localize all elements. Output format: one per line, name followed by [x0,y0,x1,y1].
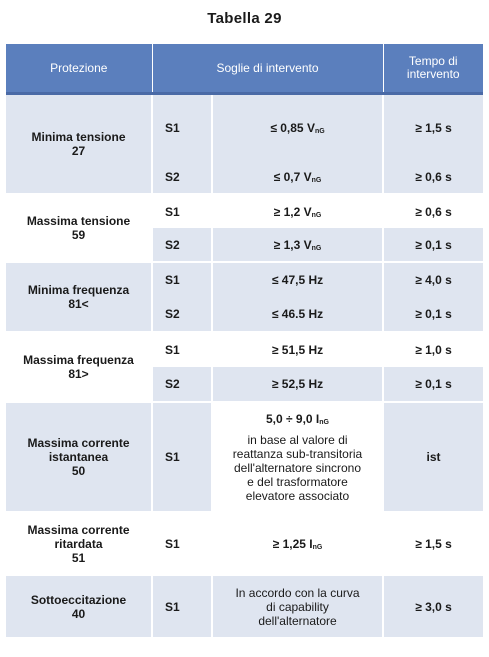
threshold-value [212,575,383,637]
intervention-time: ≥ 0,6 s [383,194,483,228]
note-line: dell'alternatore sincrono [233,460,362,475]
header-protezione: Protezione [6,44,152,92]
threshold-value: ≥ 51,5 Hz [212,332,383,367]
value-line: di capability [266,599,329,614]
threshold-label: S2 [152,297,212,332]
note-line: e del trasformatore [247,474,348,489]
threshold-value: ≤ 47,5 Hz [212,262,383,297]
intervention-time: ist [383,402,483,512]
intervention-time: ≥ 1,0 s [383,332,483,367]
protection-cell [6,95,152,194]
threshold-label: S2 [152,367,212,402]
value-line: dell'alternatore [258,613,337,628]
note-line: in base al valore di [247,432,348,447]
intervention-time: ≥ 0,1 s [415,237,452,252]
protection-code: 50 [71,464,86,478]
threshold-label: S1 [152,512,212,575]
protection-cell [6,262,152,332]
threshold-label: S2 [152,161,212,194]
protection-cell [6,512,152,575]
threshold-value: ≥ 1,2 $V_{nG}$ [212,194,383,228]
threshold-label: S1 [152,95,212,161]
table-title: Tabella 29 [207,10,282,27]
threshold-value: ≤ 0,7 $V_{nG}$ [212,161,383,194]
value-line: In accordo con la curva [235,585,360,600]
threshold-label: S1 [152,194,212,228]
intervention-time: ≥ 1,5 s [415,121,452,135]
protection-name: Massima frequenza [23,353,134,367]
protection-name: Minima tensione [31,130,126,144]
protection-name-line1: Massima corrente [27,436,130,450]
table-row [6,95,483,161]
table-row [6,332,483,367]
table-row [6,402,483,512]
intervention-time: ≥ 1,5 s [383,512,483,575]
protection-name: Sottoeccitazione [30,592,127,607]
note-line: reattanza sub-transitoria [232,446,363,461]
protection-cell [6,194,152,262]
protection-name-line2: istantanea [48,450,109,464]
threshold-value: ≥ 1,3 $V_{nG}$ [212,228,383,262]
protection-name: Massima tensione [26,214,131,228]
intervention-time: ≥ 4,0 s [383,262,483,297]
intervention-time: ≥ 0,1 s [415,307,452,321]
header-row [6,44,483,92]
protection-name: Minima frequenza [27,283,130,297]
note-line: elevatore associato [245,488,350,503]
table-row [6,512,483,575]
protection-code: 81> [68,367,89,381]
threshold-label: S1 [152,402,212,512]
intervention-time: ≥ 3,0 s [383,575,483,637]
protection-cell [6,575,152,637]
threshold-label: S1 [152,575,212,637]
threshold-value: ≤ 0,85 $V_{nG}$ [212,95,383,161]
table-row [6,194,483,228]
threshold-value: ≤ 46.5 Hz [212,297,383,332]
threshold-label: S2 [152,228,212,262]
table-row [6,262,483,297]
protection-code: 81< [68,297,89,311]
protection-code: 27 [71,144,86,158]
threshold-range: 5,0 ÷ 9,0 $I_{nG}$ [265,411,330,426]
threshold-value: ≥ 1,25 $I_{nG}$ [212,512,383,575]
threshold-label: S1 [152,332,212,367]
protection-code: 51 [71,550,86,565]
protection-code: 40 [71,606,86,621]
protection-cell [6,402,152,512]
header-tempo: Tempo di intervento [383,44,483,92]
protection-name-line2: ritardata [54,536,103,551]
intervention-time: ≥ 0,1 s [415,377,452,391]
protection-cell [6,332,152,402]
threshold-value: ≥ 52,5 Hz [212,367,383,402]
threshold-value [212,402,383,512]
header-soglie: Soglie di intervento [152,44,383,92]
protection-code: 59 [71,228,86,242]
threshold-label: S1 [152,262,212,297]
protection-table [6,44,483,637]
table-row [6,575,483,637]
intervention-time: ≥ 0,6 s [383,161,483,194]
protection-name-line1: Massima corrente [27,522,130,537]
